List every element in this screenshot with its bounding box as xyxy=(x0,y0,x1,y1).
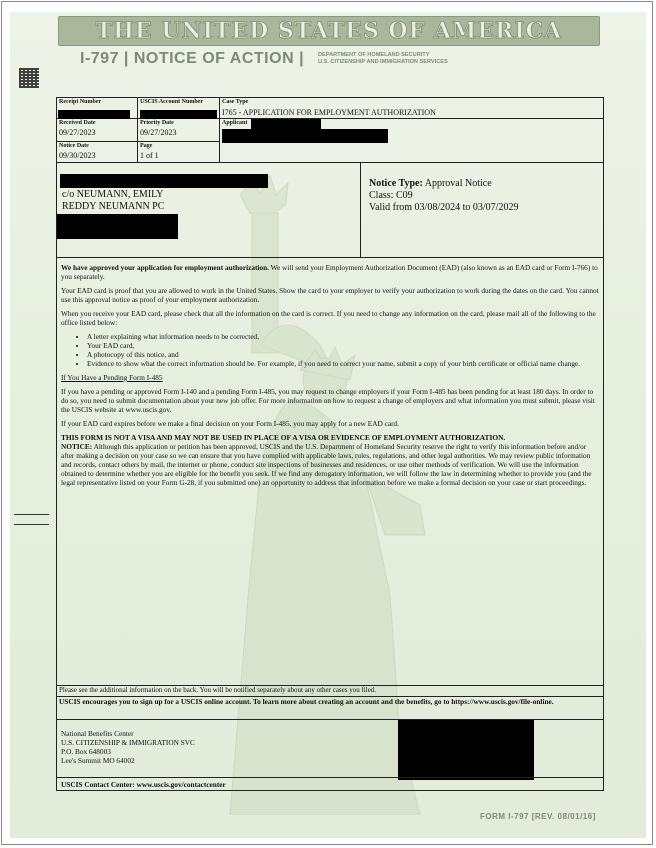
change-employers-paragraph: If you have a pending or approved Form I-140 and a pending Form I-485, you may request to change employers if your Form I-485 has been pending for at least 180 days. In order to do so, you need to submit documentation about your new job offer. For more information on how to request a change of employers and what information you must submit, please visit the USCIS website at www.uscis.gov. xyxy=(61,387,595,414)
notice-text: Although this application or petition has been approved, USCIS and the U.S. Department of Homeland Security reserve the right to verify this information before and/or after making a decision on your case so we can ensure that you have complied with applicable laws, rules, regulations, and other legal authorities. We may review public information and records, contact others by mail, the internet or phone, conduct site inspections of businesses and residences, or use other methods of verification. We will use the information obtained to determine whether you are eligible for the benefit you seek. If we find any derogatory information, we will follow the law in determining whether to provide you (and the legal representative listed on your Form G-28, if you submitted one) an opportunity to address that information before we make a formal decision on your case or start proceedings. xyxy=(61,442,592,487)
page-label: Page xyxy=(140,143,153,149)
name-redaction xyxy=(60,174,268,188)
address-redaction xyxy=(57,214,178,239)
notice-summary xyxy=(369,178,518,214)
list-item: • Your EAD card, xyxy=(87,341,599,350)
received-date-label: Received Date xyxy=(59,120,96,126)
form-number: FORM I-797 [REV. 08/01/16] xyxy=(480,812,596,821)
form-title: I-797 | NOTICE OF ACTION | xyxy=(80,50,305,67)
applicant-redaction-2 xyxy=(222,129,388,143)
case-type-value: I765 - APPLICATION FOR EMPLOYMENT AUTHORIZATION xyxy=(222,108,436,117)
case-type-cell xyxy=(219,97,604,119)
online-account-text: USCIS encourages you to sign up for a USCIS online account. To learn more about creating an account and the benefits, go to https://www.uscis.gov/file-online. xyxy=(59,697,554,706)
footer-redaction xyxy=(398,720,534,780)
ead-proof-paragraph: Your EAD card is proof that you are allowed to work in the United States. Show the card to your employer to verify your authorization to work during the dates on the card. You cannot use this approval notice as proof of your employment authorization. xyxy=(61,286,599,304)
case-type-label: Case Type xyxy=(222,99,249,105)
contact-center-text: USCIS Contact Center: www.uscis.gov/contactcenter xyxy=(61,780,226,789)
barcode-icon xyxy=(19,68,39,88)
approval-lead: We have approved your application for employment authorization. xyxy=(61,263,269,272)
priority-date-cell xyxy=(137,118,220,142)
notice-date-cell xyxy=(56,141,138,163)
city-state-zip: Lee's Summit MO 64002 xyxy=(61,756,135,765)
mail-items-list xyxy=(61,332,599,368)
dept-line-1: DEPARTMENT OF HOMELAND SECURITY xyxy=(318,52,430,58)
uscis-account-label: USCIS Account Number xyxy=(140,99,204,105)
address-lines xyxy=(62,189,164,213)
received-date-value: 09/27/2023 xyxy=(59,128,96,137)
priority-date-label: Priority Date xyxy=(140,120,174,126)
agency-header xyxy=(318,52,448,66)
approval-paragraph xyxy=(61,263,599,281)
notice-type-value: Approval Notice xyxy=(424,178,492,189)
po-box: P.O. Box 648003 xyxy=(61,747,111,756)
return-address xyxy=(61,729,195,765)
check-card-paragraph: When you receive your EAD card, please check that all the information on the card is correct. If you need to change any information on the card, please mail all of the following to the office listed below: xyxy=(61,309,596,327)
applicant-redaction-1 xyxy=(251,119,321,129)
valid-dates: Valid from 03/08/2024 to 03/07/2029 xyxy=(369,202,519,213)
margin-mark xyxy=(14,524,49,525)
applicant-label: Applicant xyxy=(222,120,248,126)
dept-line-2: U.S. CITIZENSHIP AND IMMIGRATION SERVICES xyxy=(318,59,448,65)
received-date-cell xyxy=(56,118,138,142)
center-name: National Benefits Center xyxy=(61,729,134,738)
firm-line: REDDY NEUMANN PC xyxy=(62,201,165,212)
notice-date-label: Notice Date xyxy=(59,143,89,149)
notice-body xyxy=(61,263,599,492)
verification-notice xyxy=(61,442,599,487)
list-item: • Evidence to show what the correct information should be. For example, if you need to correct your name, submit a copy of your birth certificate or official name change. xyxy=(87,359,599,368)
priority-date-value: 09/27/2023 xyxy=(140,128,177,137)
header-banner xyxy=(58,16,600,46)
approval-rest: We will send your Employment Authorization Document (EAD) (also known as an EAD card or Form I-766) to you separately. xyxy=(61,263,598,281)
page-cell xyxy=(137,141,220,163)
agency-name: U.S. CITIZENSHIP & IMMIGRATION SVC xyxy=(61,738,195,747)
notice-label: NOTICE: xyxy=(61,442,93,451)
list-item: • A letter explaining what information needs to be corrected, xyxy=(87,332,599,341)
margin-mark xyxy=(14,514,49,515)
care-of-line: c/o NEUMANN, EMILY xyxy=(62,189,164,200)
list-item: • A photocopy of this notice, and xyxy=(87,350,599,359)
account-number-redaction xyxy=(140,110,217,119)
page-value: 1 of 1 xyxy=(140,151,159,160)
banner-title: THE UNITED STATES OF AMERICA xyxy=(95,18,563,44)
additional-info-text: Please see the additional information on the back. You will be notified separately about any other cases you filed. xyxy=(59,686,377,694)
notice-type-label: Notice Type: xyxy=(369,178,423,189)
receipt-number-redaction xyxy=(58,110,130,119)
not-a-visa-warning: THIS FORM IS NOT A VISA AND MAY NOT BE USED IN PLACE OF A VISA OR EVIDENCE OF EMPLOYMENT AUTHORIZATION. xyxy=(61,433,506,442)
receipt-number-label: Receipt Number xyxy=(59,99,102,105)
class-line: Class: C09 xyxy=(369,190,413,201)
notice-date-value: 09/30/2023 xyxy=(59,151,96,160)
ead-expiry-paragraph: If your EAD card expires before we make a final decision on your Form I-485, you may apply for a new EAD card. xyxy=(61,419,399,428)
pending-i485-heading: If You Have a Pending Form I-485 xyxy=(61,373,163,382)
